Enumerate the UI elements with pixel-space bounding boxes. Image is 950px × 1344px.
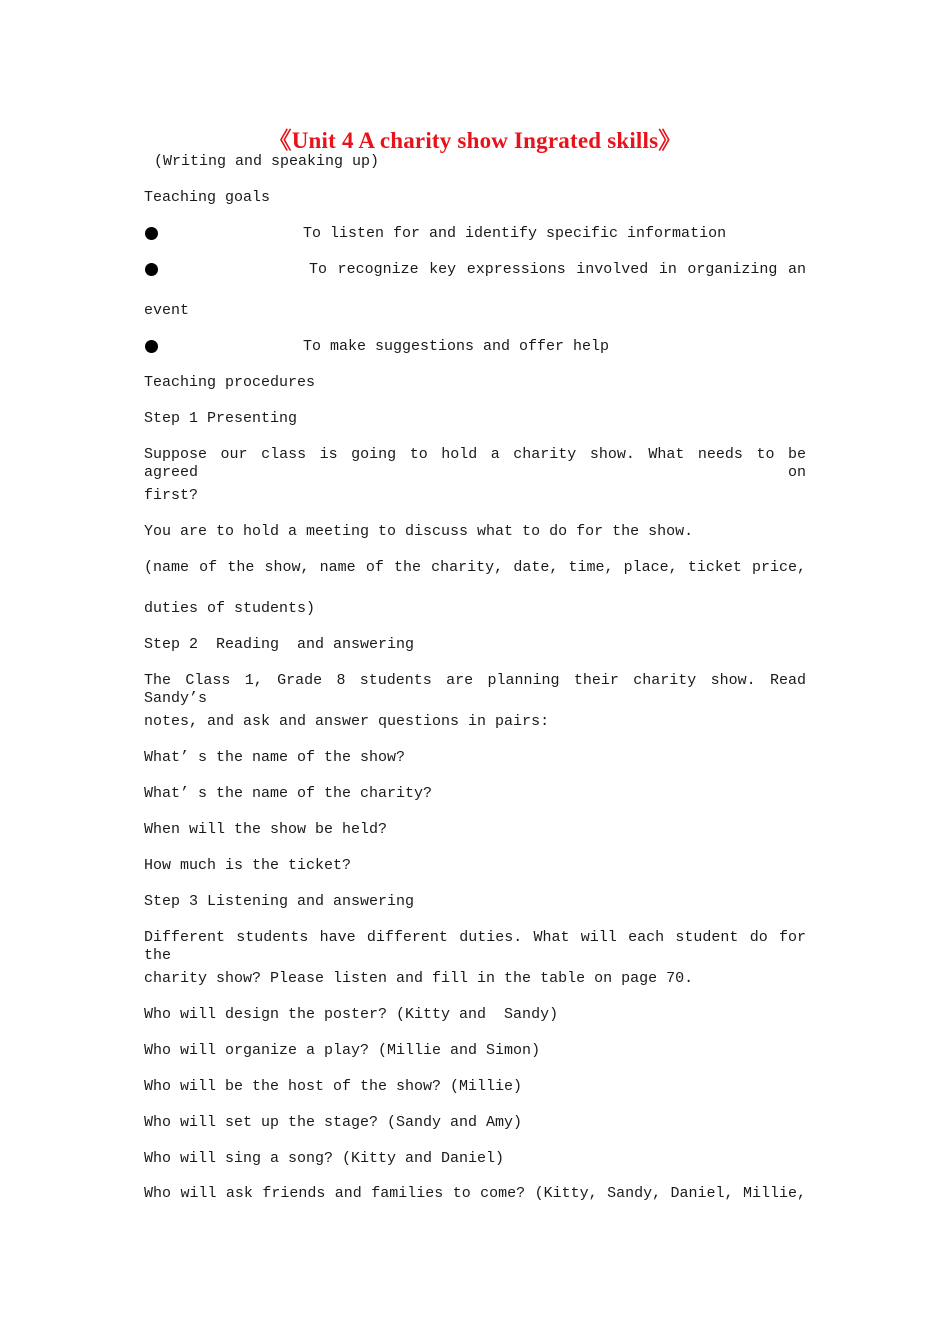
step2-paragraph-line: The Class 1, Grade 8 students are planning their charity show. Read Sandy’s (144, 672, 806, 707)
step2-question: What’ s the name of the charity? (144, 785, 433, 802)
goal-text: To listen for and identify specific information (303, 225, 727, 242)
step1-heading: Step 1 Presenting (144, 410, 298, 427)
step2-heading: Step 2 Reading and answering (144, 636, 415, 653)
step2-question: When will the show be held? (144, 821, 388, 838)
step1-paragraph-line: first? (144, 487, 199, 504)
goal-continuation: event (144, 302, 190, 319)
step3-question: Who will sing a song? (Kitty and Daniel) (144, 1150, 505, 1167)
step3-paragraph-line: Different students have different duties. What will each student do for the (144, 929, 806, 964)
step3-question: Who will organize a play? (Millie and Simon) (144, 1042, 541, 1059)
step1-paragraph-line: Suppose our class is going to hold a charity show. What needs to be agreed on (144, 446, 806, 481)
step3-question: Who will be the host of the show? (Millie) (144, 1078, 523, 1095)
step1-paragraph-line: duties of students) (144, 600, 316, 617)
step2-question: What’ s the name of the show? (144, 749, 406, 766)
step1-paragraph-line: (name of the show, name of the charity, date, time, place, ticket price, (144, 559, 806, 576)
goal-text: To make suggestions and offer help (303, 338, 610, 355)
step2-paragraph-line: notes, and ask and answer questions in pairs: (144, 713, 550, 730)
document-title: 《Unit 4 A charity show Ingrated skills》 (268, 128, 682, 153)
step3-question: Who will design the poster? (Kitty and Sandy) (144, 1006, 559, 1023)
goals-heading: Teaching goals (144, 189, 271, 206)
step3-heading: Step 3 Listening and answering (144, 893, 415, 910)
step3-question: Who will ask friends and families to come? (Kitty, Sandy, Daniel, Millie, (144, 1185, 806, 1202)
step3-question: Who will set up the stage? (Sandy and Amy) (144, 1114, 523, 1131)
step2-question: How much is the ticket? (144, 857, 352, 874)
bullet-icon (145, 340, 158, 353)
step3-paragraph-line: charity show? Please listen and fill in the table on page 70. (144, 970, 694, 987)
goal-text: To recognize key expressions involved in organizing an (309, 261, 806, 278)
subtitle: (Writing and speaking up) (154, 153, 380, 170)
bullet-icon (145, 227, 158, 240)
bullet-icon (145, 263, 158, 276)
procedures-heading: Teaching procedures (144, 374, 316, 391)
step1-paragraph: You are to hold a meeting to discuss what to do for the show. (144, 523, 694, 540)
